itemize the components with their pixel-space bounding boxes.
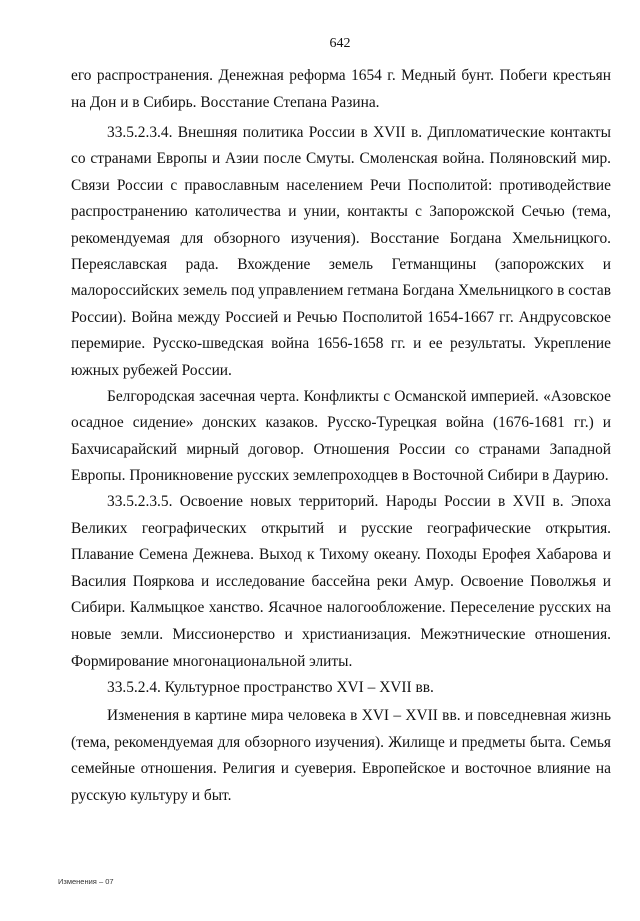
paragraph-continuation: его распространения. Денежная реформа 1654 г. Медный бунт. Побеги крестьян на Дон и в Сибирь. Восстание Степана Разина. xyxy=(71,67,611,111)
paragraph-belgorod-line: Белгородская засечная черта. Конфликты с Османской империей. «Азовское осадное сидение» донских казаков. Русско-Турецкая война (1676-1681 гг.) и Бахчисарайский мирный договор. Отношения России со странами Западной Европы. Проникновение русских землепроходцев в Восточной Сибири в Даурию. xyxy=(71,388,611,485)
page-number: 642 xyxy=(329,36,351,51)
page-footer: Изменения – 07 xyxy=(58,877,114,886)
paragraph-foreign-policy: 33.5.2.3.4. Внешняя политика России в XVII в. Дипломатические контакты со странами Европы и Азии после Смуты. Смоленская война. Поляновский мир. Связи России с православным населением Речи Посполитой: противодействие распространению католичества и унии, контакты с Запорожской Сечью (тема, рекомендуемая для обзорного изучения). Восстание Богдана Хмельницкого. Переяславская рада. Вхождение земель Гетманщины (запорожских и малороссийских земель под управлением гетмана Богдана Хмельницкого в состав России). Война между Россией и Речью Посполитой 1654-1667 гг. Андрусовское перемирие. Русско-шведская война 1656-1658 гг. и ее результаты. Укрепление южных рубежей России. xyxy=(71,124,611,379)
section-heading-cultural-space: 33.5.2.4. Культурное пространство XVI – XVII вв. xyxy=(107,679,434,696)
paragraph-worldview-changes: Изменения в картине мира человека в XVI – XVII вв. и повседневная жизнь (тема, рекомендуемая для обзорного изучения). Жилище и предметы быта. Семья семейные отношения. Религия и суеверия. Европейское и восточное влияние на русскую культуру и быт. xyxy=(71,707,611,804)
paragraph-new-territories: 33.5.2.3.5. Освоение новых территорий. Народы России в XVII в. Эпоха Великих географических открытий и русские географические открытия. Плавание Семена Дежнева. Выход к Тихому океану. Походы Ерофея Хабарова и Василия Пояркова и исследование бассейна реки Амур. Освоение Поволжья и Сибири. Калмыцкое ханство. Ясачное налогообложение. Переселение русских на новые земли. Миссионерство и христианизация. Межэтнические отношения. Формирование многонациональной элиты. xyxy=(71,493,611,670)
